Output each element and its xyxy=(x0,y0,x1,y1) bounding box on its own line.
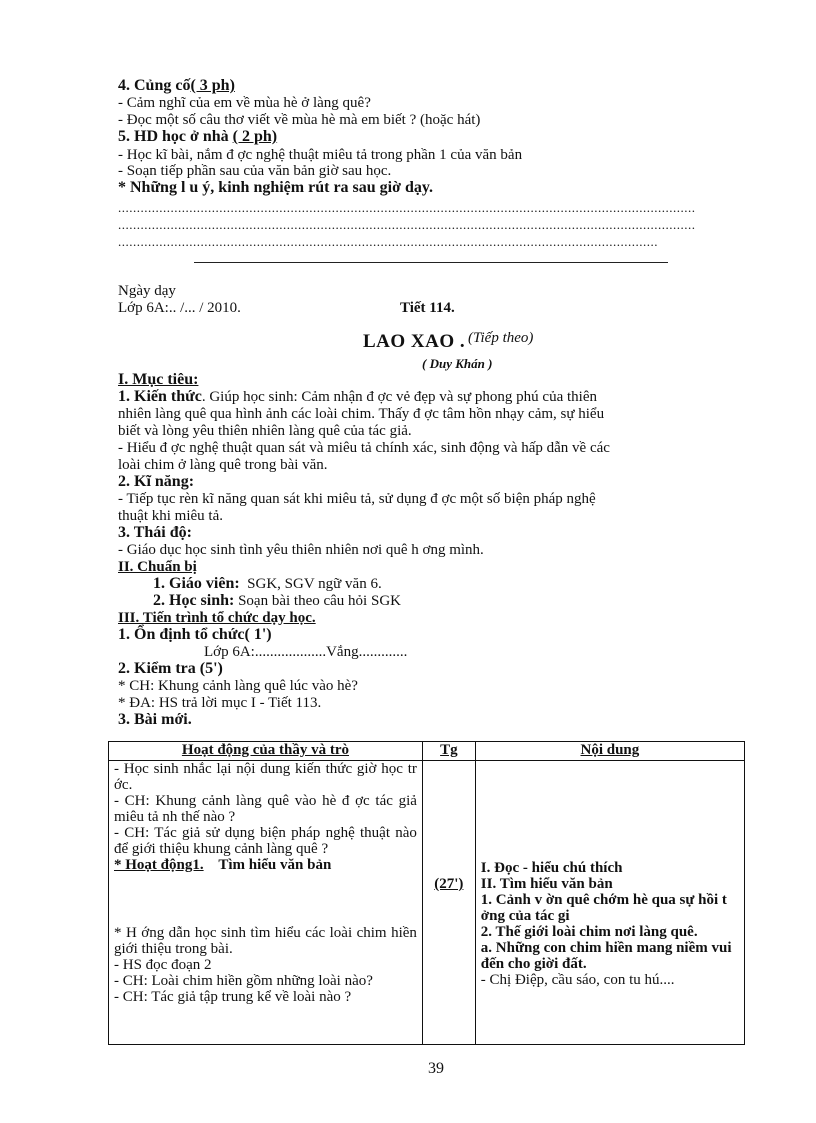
kienthuc-line xyxy=(118,389,597,405)
hd-item: - Soạn tiếp phần sau của văn bản giờ sau học. xyxy=(118,163,392,179)
ondinh-label: 1. Ổn định tổ chức( 1') xyxy=(118,626,272,643)
kiemtra-line: * CH: Khung cảnh làng quê lúc vào hè? xyxy=(118,678,358,694)
activity-line: - CH: Khung cảnh làng quê vào hè đ ợc tác giả miêu tả nh thế nào ? xyxy=(114,793,417,825)
activity-line: - HS đọc đoạn 2 xyxy=(114,957,212,973)
kienthuc-text: . Giúp học sinh: Cảm nhận đ ợc vẻ đẹp và sự phong phú của thiên xyxy=(201,389,597,405)
hd-heading-line xyxy=(118,129,277,145)
kienthuc-line: - Hiểu đ ợc nghệ thuật quan sát và miêu tả chính xác, sinh động và hấp dẫn về các xyxy=(118,440,610,456)
hoatdong-label: * Hoạt động1. xyxy=(114,857,204,873)
gv-value: SGK, SGV ngữ văn 6. xyxy=(247,576,382,592)
content-line: a. Những con chim hiền mang niềm vui đến cho giời đất. xyxy=(480,940,732,972)
tientrinh-heading: III. Tiến trình tổ chức dạy học. xyxy=(118,610,316,626)
kienthuc-line: biết và lòng yêu thiên nhiên làng quê của tác giả. xyxy=(118,423,412,439)
kinang-label: 2. Kĩ năng: xyxy=(118,473,195,490)
kiemtra-label: 2. Kiểm tra (5') xyxy=(118,660,223,677)
lesson-title xyxy=(363,331,465,353)
content-line: 1. Cảnh v ờn quê chớm hè qua sự hồi t ởng của tác gi xyxy=(480,892,727,924)
cungco-heading: 4. Củng cố xyxy=(118,77,191,94)
lop-attendance: Lớp 6A:...................Vắng............. xyxy=(204,644,408,660)
lesson-table xyxy=(108,741,745,1045)
chuanbi-heading: II. Chuẩn bị xyxy=(118,559,197,575)
dotted-line: .......................................................................................................................................................... xyxy=(118,218,696,232)
content-cell xyxy=(475,761,744,1045)
gv-line xyxy=(153,576,382,592)
cungco-item: - Cảm nghĩ của em về mùa hè ở làng quê? xyxy=(118,95,371,111)
cungco-item: - Đọc một số câu thơ viết về mùa hè mà em biết ? (hoặc hát) xyxy=(118,112,481,128)
content-line: I. Đọc - hiểu chú thích xyxy=(480,860,623,876)
content-line: 2. Thế giới loài chim nơi làng quê. xyxy=(480,924,698,940)
table-header-activity: Hoạt động của thầy và trò xyxy=(109,742,423,761)
kienthuc-line: loài chim ở làng quê trong bài văn. xyxy=(118,457,328,473)
time-value: (27') xyxy=(434,876,464,892)
content-line: - Chị Điệp, cầu sáo, con tu hú.... xyxy=(480,972,675,988)
hoatdong-line xyxy=(114,857,417,873)
activity-line: - Học sinh nhắc lại nội dung kiến thức giờ học tr ớc. xyxy=(114,761,417,793)
notes-heading: * Những l u ý, kinh nghiệm rút ra sau giờ dạy. xyxy=(118,179,433,196)
kienthuc-line: nhiên làng quê qua hình ảnh các loài chim. Thấy đ ợc tâm hồn nhạy cảm, sự hiểu xyxy=(118,406,605,422)
hs-value: Soạn bài theo câu hỏi SGK xyxy=(238,593,401,609)
kienthuc-label: 1. Kiến thức xyxy=(118,388,202,405)
hd-time: ( 2 ph) xyxy=(232,128,278,145)
hd-item: - Học kĩ bài, nắm đ ợc nghệ thuật miêu tả trong phần 1 của văn bản xyxy=(118,147,523,163)
kinang-line: thuật khi miêu tả. xyxy=(118,508,223,524)
thaido-label: 3. Thái độ: xyxy=(118,524,192,541)
section-divider xyxy=(194,262,668,263)
title-bullet: . xyxy=(459,331,466,352)
lop-date: Lớp 6A:.. /... / 2010. xyxy=(118,300,241,316)
ngay-day: Ngày dạy xyxy=(118,283,176,299)
gv-label: 1. Giáo viên: xyxy=(153,575,240,592)
hd-heading: 5. HD học ở nhà xyxy=(118,128,229,145)
activity-line: - CH: Loài chim hiền gồm những loài nào? xyxy=(114,973,373,989)
hs-line xyxy=(153,593,401,609)
activity-line: - CH: Tác giả tập trung kể về loài nào ? xyxy=(114,989,352,1005)
cungco-heading-line xyxy=(118,78,235,94)
dotted-line: .......................................................................................................................................................... xyxy=(118,201,696,215)
hs-label: 2. Học sinh: xyxy=(153,592,235,609)
table-header-row xyxy=(109,742,745,761)
baimoi-label: 3. Bài mới. xyxy=(118,711,192,728)
table-header-content: Nội dung xyxy=(475,742,744,761)
table-row xyxy=(109,761,745,1045)
table-header-time: Tg xyxy=(422,742,475,761)
tiet-number: Tiết 114. xyxy=(400,300,455,316)
content-line: II. Tìm hiểu văn bản xyxy=(480,876,613,892)
dotted-line: ................................................................................................................................................ xyxy=(118,235,658,249)
cungco-time: ( 3 ph) xyxy=(190,77,235,94)
muctieu-heading: I. Mục tiêu: xyxy=(118,371,199,388)
lesson-subtitle: (Tiếp theo) xyxy=(468,330,534,346)
thaido-line: - Giáo dục học sinh tình yêu thiên nhiên nơi quê h ơng mình. xyxy=(118,542,484,558)
activity-line: * H ớng dẫn học sinh tìm hiểu các loài chim hiền giới thiệu trong bài. xyxy=(114,925,417,957)
lesson-title-text: LAO XAO xyxy=(363,331,455,352)
activity-cell xyxy=(109,761,423,1045)
activity-line: - CH: Tác giả sử dụng biện pháp nghệ thuật nào để giới thiệu khung cảnh làng quê ? xyxy=(114,825,417,857)
page-number: 39 xyxy=(428,1060,444,1077)
hoatdong-title: Tìm hiểu văn bản xyxy=(218,857,332,873)
kinang-line: - Tiếp tục rèn kĩ năng quan sát khi miêu tả, sử dụng đ ợc một số biện pháp nghệ xyxy=(118,491,596,507)
lesson-author: ( Duy Khán ) xyxy=(422,356,493,371)
kiemtra-line: * ĐA: HS trả lời mục I - Tiết 113. xyxy=(118,695,322,711)
time-cell xyxy=(422,761,475,1045)
